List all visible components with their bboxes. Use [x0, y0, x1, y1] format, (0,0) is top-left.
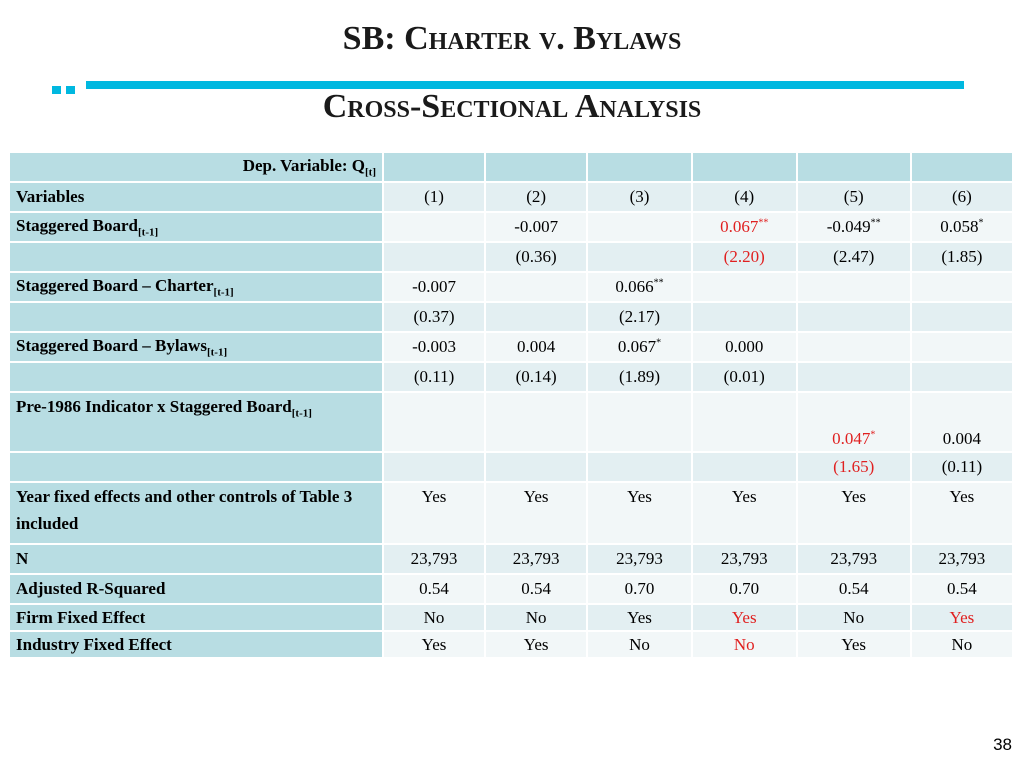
table-cell: 0.067**	[693, 213, 796, 241]
table-cell	[486, 303, 586, 331]
table-cell	[384, 453, 484, 481]
table-cell: Yes	[486, 632, 586, 657]
table-cell	[693, 453, 796, 481]
table-cell: 0.047*	[798, 393, 910, 451]
table-cell	[693, 273, 796, 301]
table-cell: No	[912, 632, 1012, 657]
table-cell: Yes	[384, 632, 484, 657]
table-row	[10, 453, 1012, 481]
table-cell	[588, 213, 691, 241]
row-label: Staggered Board – Charter$_{[t-1]}$	[10, 273, 382, 301]
table-cell: (2.20)	[693, 243, 796, 271]
table-cell: 23,793	[693, 545, 796, 573]
table-cell: 0.54	[486, 575, 586, 603]
row-label	[10, 303, 382, 331]
table-cell: No	[384, 605, 484, 630]
table-cell	[693, 393, 796, 451]
table-cell: Yes	[384, 483, 484, 543]
table-cell: No	[486, 605, 586, 630]
header-blank-cell	[798, 153, 910, 181]
table-cell	[798, 303, 910, 331]
table-cell: 0.000	[693, 333, 796, 361]
variables-label: Variables	[10, 183, 382, 211]
table-cell	[798, 273, 910, 301]
header-blank-cell	[384, 153, 484, 181]
table-cell	[798, 333, 910, 361]
column-number: (1)	[384, 183, 484, 211]
table-cell: 23,793	[588, 545, 691, 573]
table-cell: (0.36)	[486, 243, 586, 271]
table-cell: -0.007	[486, 213, 586, 241]
table-cell: (1.89)	[588, 363, 691, 391]
table-row	[10, 575, 1012, 603]
table-cell: -0.007	[384, 273, 484, 301]
table-row	[10, 333, 1012, 361]
row-label: Adjusted R-Squared	[10, 575, 382, 603]
table-cell: Yes	[798, 632, 910, 657]
table-cell: 0.067*	[588, 333, 691, 361]
table-cell: 0.004	[912, 393, 1012, 451]
table-cell: (1.65)	[798, 453, 910, 481]
table-cell: (2.47)	[798, 243, 910, 271]
table-cell: (0.14)	[486, 363, 586, 391]
table-cell	[588, 243, 691, 271]
table-cell: Yes	[588, 483, 691, 543]
column-numbers-row	[10, 183, 1012, 211]
table-row	[10, 632, 1012, 657]
table-cell	[384, 243, 484, 271]
table-cell: 23,793	[912, 545, 1012, 573]
table-cell	[588, 453, 691, 481]
table-cell	[486, 393, 586, 451]
table-row	[10, 213, 1012, 241]
table-cell: 0.058*	[912, 213, 1012, 241]
page-number: 38	[993, 735, 1012, 754]
column-number: (5)	[798, 183, 910, 211]
table-cell: (1.85)	[912, 243, 1012, 271]
table-cell	[912, 273, 1012, 301]
table-cell: 0.54	[798, 575, 910, 603]
table-cell: -0.003	[384, 333, 484, 361]
row-label: Industry Fixed Effect	[10, 632, 382, 657]
table-cell: No	[588, 632, 691, 657]
row-label	[10, 363, 382, 391]
row-label: N	[10, 545, 382, 573]
table-cell: No	[798, 605, 910, 630]
table-cell: 0.004	[486, 333, 586, 361]
table-cell: Yes	[588, 605, 691, 630]
table-cell: (0.11)	[384, 363, 484, 391]
header-blank-cell	[588, 153, 691, 181]
row-label: Firm Fixed Effect	[10, 605, 382, 630]
row-label: Pre-1986 Indicator x Staggered Board$_{[t-1]}$	[10, 393, 382, 451]
table-cell	[588, 393, 691, 451]
table-row	[10, 483, 1012, 543]
table-cell: 23,793	[798, 545, 910, 573]
table-cell: 0.54	[384, 575, 484, 603]
table-header-row	[10, 153, 1012, 181]
table-cell	[486, 453, 586, 481]
table-row	[10, 273, 1012, 301]
table-row	[10, 363, 1012, 391]
table-cell: Yes	[798, 483, 910, 543]
column-number: (3)	[588, 183, 691, 211]
slide-title: SB: Charter v. Bylaws	[342, 20, 682, 57]
table-cell: 0.70	[588, 575, 691, 603]
table-cell	[693, 303, 796, 331]
table-row	[10, 545, 1012, 573]
table-cell: (0.11)	[912, 453, 1012, 481]
table-cell: (2.17)	[588, 303, 691, 331]
table-row	[10, 393, 1012, 451]
header-blank-cell	[912, 153, 1012, 181]
table-cell	[798, 363, 910, 391]
row-label	[10, 453, 382, 481]
header-blank-cell	[693, 153, 796, 181]
table-cell: Yes	[486, 483, 586, 543]
dep-variable-label: Dep. Variable: $Q_{[t]}$	[10, 153, 382, 181]
table-cell	[912, 333, 1012, 361]
table-cell: Yes	[693, 605, 796, 630]
slide-subtitle: Cross-Sectional Analysis	[322, 88, 702, 125]
table-cell: 0.54	[912, 575, 1012, 603]
table-cell: 0.066**	[588, 273, 691, 301]
column-number: (2)	[486, 183, 586, 211]
column-number: (4)	[693, 183, 796, 211]
regression-table	[8, 151, 1014, 659]
table-cell: 0.70	[693, 575, 796, 603]
table-cell: Yes	[693, 483, 796, 543]
table-cell: No	[693, 632, 796, 657]
table-row	[10, 605, 1012, 630]
table-cell: -0.049**	[798, 213, 910, 241]
table-cell: (0.37)	[384, 303, 484, 331]
row-label	[10, 243, 382, 271]
table-cell: 23,793	[384, 545, 484, 573]
table-cell	[384, 213, 484, 241]
row-label: Staggered Board – Bylaws$_{[t-1]}$	[10, 333, 382, 361]
table-cell: Yes	[912, 483, 1012, 543]
column-number: (6)	[912, 183, 1012, 211]
table-cell: (0.01)	[693, 363, 796, 391]
table-cell: 23,793	[486, 545, 586, 573]
table-cell	[912, 303, 1012, 331]
table-cell	[486, 273, 586, 301]
table-row	[10, 303, 1012, 331]
row-label: Staggered Board$_{[t-1]}$	[10, 213, 382, 241]
table-cell: Yes	[912, 605, 1012, 630]
header-blank-cell	[486, 153, 586, 181]
row-label: Year fixed effects and other controls of Table 3 included	[10, 483, 382, 543]
table-cell	[912, 363, 1012, 391]
table-row	[10, 243, 1012, 271]
table-cell	[384, 393, 484, 451]
